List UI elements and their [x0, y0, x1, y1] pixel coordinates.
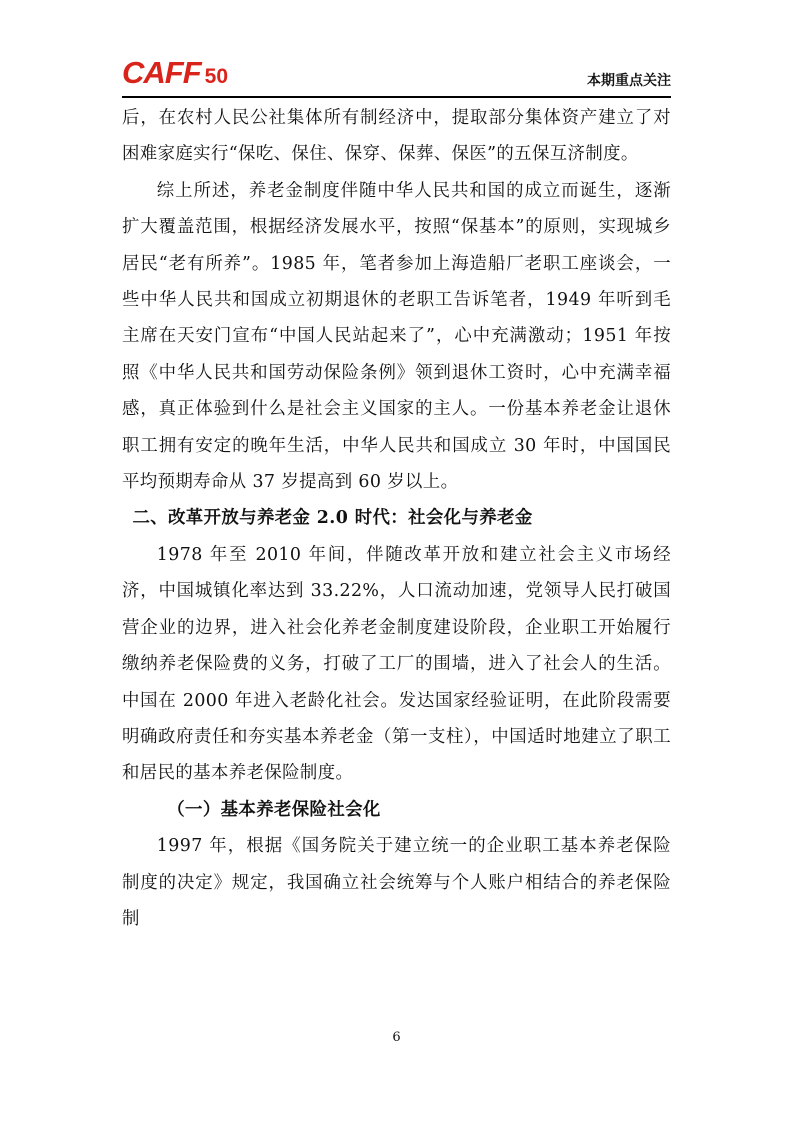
paragraph-4: 1997 年，根据《国务院关于建立统一的企业职工基本养老保险制度的决定》规定，我国确立社会统筹与个人账户相结合的养老保险制: [122, 836, 671, 929]
paragraph-2: 综上所述，养老金制度伴随中华人民共和国的成立而诞生，逐渐扩大覆盖范围，根据经济发展水平，按照“保基本”的原则，实现城乡居民“老有所养”。1985 年，笔者参加上海造船厂老职工座谈会，一些中华人民共和国成立初期退休的老职工告诉笔者，1949 年听到毛主席在天安门宣布“中国人民站起来了”，心中充满激动；1951 年按照《中华人民共和国劳动保险条例》领到退休工资时，心中充满幸福感，真正体验到什么是社会主义国家的主人。一份基本养老金让退休职工拥有安定的晚年生活，中华人民共和国成立 30 年时，中国国民平均预期寿命从 37 岁提高到 60 岁以上。: [122, 180, 671, 493]
section-label: 本期重点关注: [587, 73, 671, 89]
paragraph-3: 1978 年至 2010 年间，伴随改革开放和建立社会主义市场经济，中国城镇化率达到 33.22%，人口流动加速，党领导人民打破国营企业的边界，进入社会化养老金制度建设阶段，企业职工开始履行缴纳养老保险费的义务，打破了工厂的围墙，进入了社会人的生活。中国在 2000 年进入老龄化社会。发达国家经验证明，在此阶段需要明确政府责任和夯实基本养老金（第一支柱），中国适时地建立了职工和居民的基本养老保险制度。: [122, 544, 671, 784]
header-divider: [122, 96, 671, 98]
logo-number: 50: [204, 65, 229, 88]
caff50-logo: [122, 55, 228, 91]
logo-text: CAFF: [122, 55, 201, 90]
section-heading-2: 二、改革开放与养老金 2.0 时代：社会化与养老金: [132, 508, 533, 529]
document-body: [122, 100, 671, 937]
paragraph-1: 后，在农村人民公社集体所有制经济中，提取部分集体资产建立了对困难家庭实行“保吃、保住、保穿、保葬、保医”的五保互济制度。: [122, 108, 671, 165]
subsection-heading-1: （一）基本养老保险社会化: [167, 799, 381, 820]
page-number: 6: [392, 1030, 401, 1045]
